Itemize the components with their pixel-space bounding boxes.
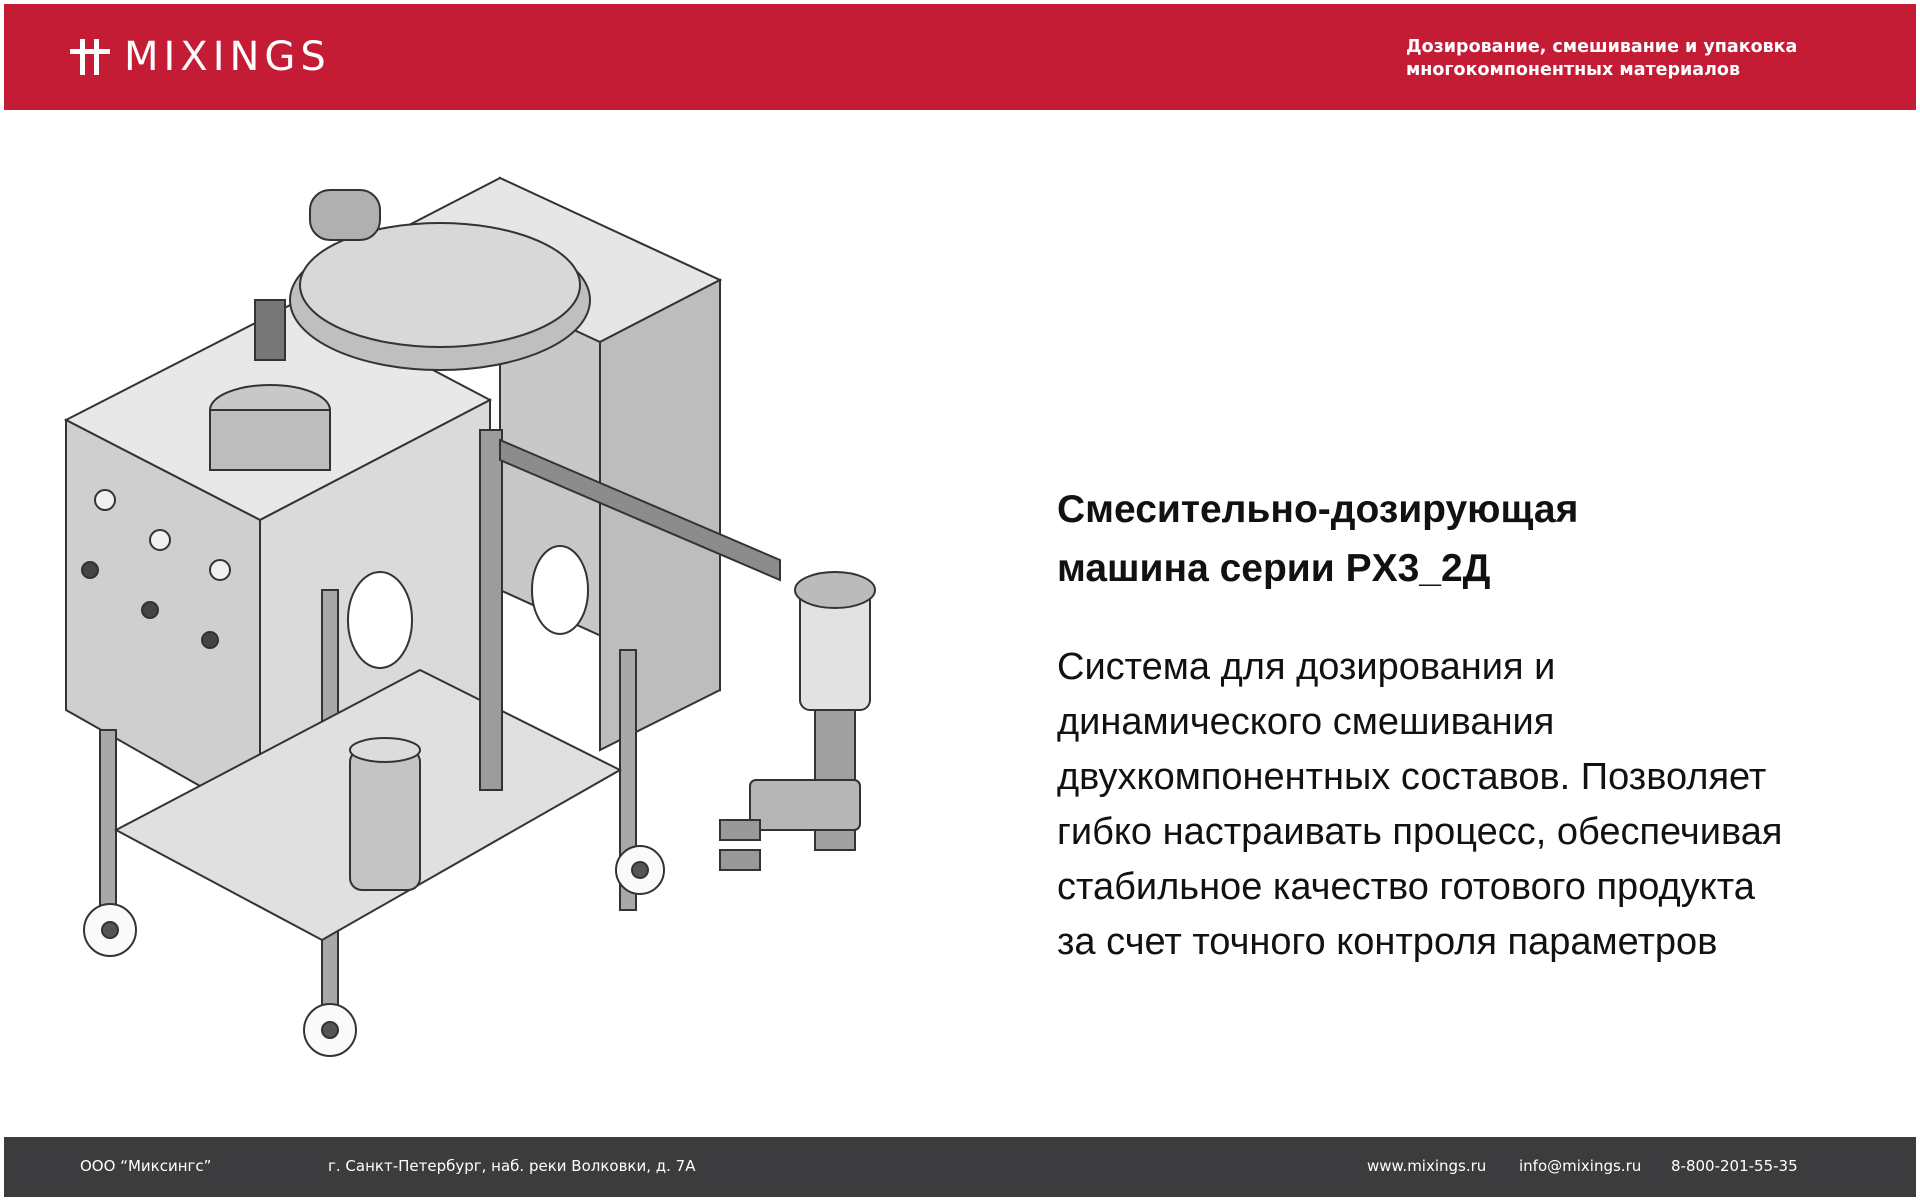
description-line: за счет точного контроля параметров xyxy=(1057,921,1718,963)
description-line: стабильное качество готового продукта xyxy=(1057,866,1755,908)
logo-text: MIXINGS xyxy=(124,34,331,80)
description-line: двухкомпонентных составов. Позволяет xyxy=(1057,756,1767,798)
header-bar xyxy=(4,4,1916,110)
hash-logo-icon xyxy=(68,35,112,79)
phone-link[interactable]: 8-800-201-55-35 xyxy=(1671,1157,1798,1175)
tagline-line: Дозирование, смешивание и упаковка xyxy=(1406,37,1798,57)
logo[interactable] xyxy=(68,34,331,80)
tagline xyxy=(1406,36,1836,82)
website-link[interactable]: www.mixings.ru xyxy=(1367,1157,1487,1175)
product-title xyxy=(1057,480,1857,598)
machine-illustration xyxy=(60,170,930,1090)
footer-bar xyxy=(4,1137,1916,1197)
description-line: Система для дозирования и xyxy=(1057,646,1556,688)
tagline-line: многокомпонентных материалов xyxy=(1406,60,1741,80)
description-line: гибко настраивать процесс, обеспечивая xyxy=(1057,811,1783,853)
description-line: динамического смешивания xyxy=(1057,701,1555,743)
title-line: Смесительно-дозирующая xyxy=(1057,488,1579,531)
email-link[interactable]: info@mixings.ru xyxy=(1519,1157,1642,1175)
product-description xyxy=(1057,640,1877,970)
company-address: г. Санкт-Петербург, наб. реки Волковки, д. 7А xyxy=(328,1157,696,1175)
company-name: ООО “Миксингс” xyxy=(80,1157,212,1175)
title-line: машина серии PX3_2Д xyxy=(1057,547,1491,590)
